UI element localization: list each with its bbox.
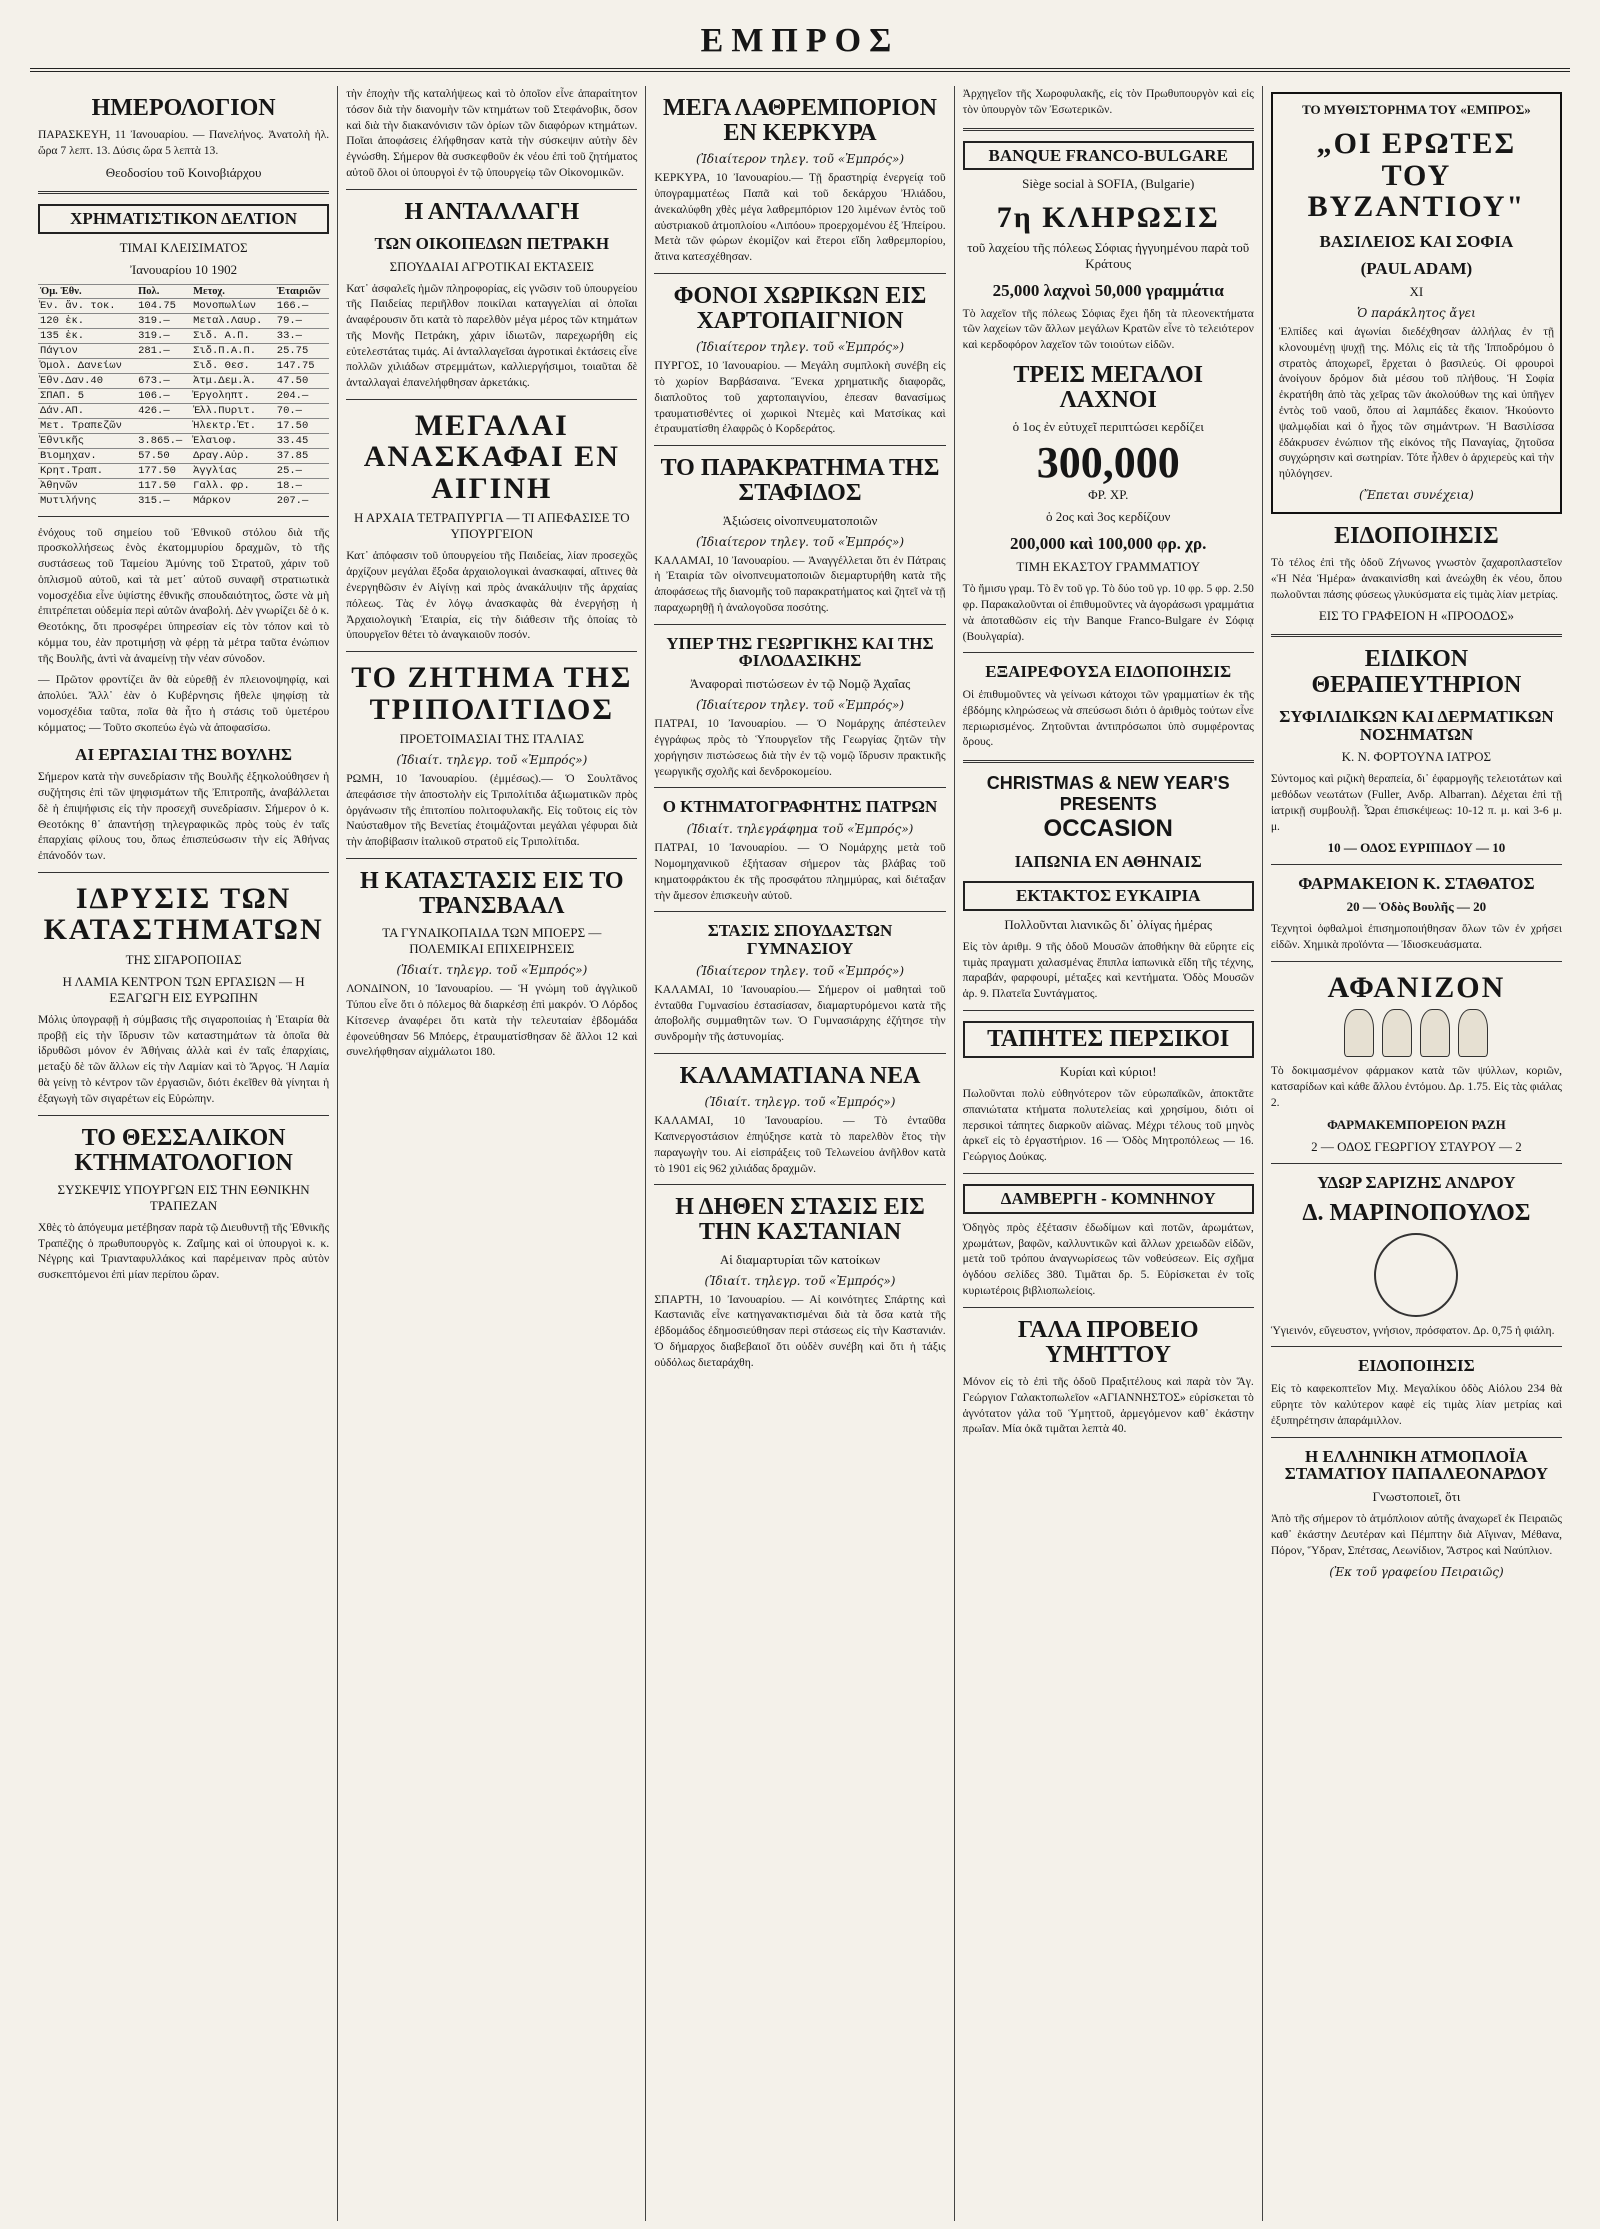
shipping-office: (Ἐκ τοῦ γραφείου Πειραιῶς) bbox=[1329, 1564, 1504, 1579]
draw-lots: 25,000 λαχνοὶ 50,000 γραμμάτια bbox=[992, 280, 1224, 300]
closing-prices-date: Ἰανουαρίου 10 1902 bbox=[130, 261, 238, 277]
water-name: Δ. ΜΑΡΙΝΟΠΟΥΛΟΣ bbox=[1302, 1200, 1531, 1227]
divider bbox=[654, 787, 945, 788]
table-cell: 37.85 bbox=[275, 448, 329, 463]
divider bbox=[963, 128, 1254, 131]
calendar-title: ΗΜΕΡΟΛΟΓΙΟΝ bbox=[91, 95, 276, 121]
excavation-subtitle: Η ΑΡΧΑΙΑ ΤΕΤΡΑΠΥΡΓΙΑ — ΤΙ ΑΠΕΦΑΣΙΣΕ ΤΟ ΥΠΟΥΡΓΕΙΟΝ bbox=[353, 510, 630, 542]
table-cell: 79.— bbox=[275, 313, 329, 328]
column-1 bbox=[30, 86, 338, 2221]
table-cell: Ἐν. ἄν. τοκ. bbox=[38, 298, 136, 313]
table-cell: Ἀθηνῶν bbox=[38, 478, 136, 493]
exchange-title: Η ΑΝΤΑΛΛΑΓΗ bbox=[404, 198, 580, 225]
prize-title: ΤΡΕΙΣ ΜΕΓΑΛΟΙ ΛΑΧΝΟΙ bbox=[1013, 362, 1204, 414]
bank-subtitle: Siège social à SOFIA, (Bulgarie) bbox=[1022, 176, 1195, 192]
article-text: ἐνόχους τοῦ σημείου τοῦ Ἐθνικοῦ στόλου διὰ τῆς προσκολλήσεως ἑνὸς ἐκατομμυρίου δραχμῶν, τὸ τῆς συστάσεως τοῦ Ταμείου Ἀμύνης τοῦ Στρατοῦ, χάριν τοῦ ὁπλισμοῦ αὐτοῦ, καὶ τὰ μετ᾽ αὐτοῦ συναφῆ στρατιωτικὰ νομοσχέδια εἶνε ὑψίστης ἐθνικῆς σπουδαιότητος, ὥστε νὰ μὴ ἐπιτρέπεται οὐδεμία περὶ αὐτῶν ἀναβολή. Δὲν γνωρίζει δὲ ὁ κ. Θεοτόκης, ὅτι προσφέρει ὑπηρεσίαν εἰς τὸν τόπον καὶ τὸ κόμμα του, ἐὰν προτιμήσῃ νὰ φέρῃ τὰ μέτρα ταῦτα ἐνώπιον τῆς Βουλῆς, ἀντὶ νὰ ἀναμείνῃ τὴν νέαν σύνοδον. bbox=[38, 525, 330, 665]
table-row bbox=[38, 418, 329, 433]
table-cell: Ἠλεκτρ.Ἑτ. bbox=[191, 418, 275, 433]
masthead: ΕΜΠΡΟΣ bbox=[30, 14, 1570, 72]
table-cell: Σιδ. Θεσ. bbox=[191, 358, 275, 373]
founding-subtitle-2: Η ΛΑΜΙΑ ΚΕΝΤΡΟΝ ΤΩΝ ΕΡΓΑΣΙΩΝ — Η ΕΞΑΓΩΓΗ ΕΙΣ ΕΥΡΩΠΗΝ bbox=[62, 973, 305, 1005]
clinic-text: Σύντομος καὶ ριζικὴ θεραπεία, δι᾽ ἐφαρμογῆς τελειοτάτων καὶ μεθόδων νεωτάτων (Fuller, Ανδρ. Albarran). Δέχεται ἐπὶ τῇ ἰατρικῇ συμβουλῇ. Ὧραι ἐπισκέψεως: 10-12 π. μ. καὶ 3-6 μ. μ. bbox=[1270, 772, 1563, 833]
table-cell: 319.— bbox=[136, 313, 191, 328]
table-cell: 25.— bbox=[275, 463, 329, 478]
christmas-banner: CHRISTMAS & NEW YEAR'S PRESENTS bbox=[986, 773, 1230, 815]
transvaal-subtitle: ΤΑ ΓΥΝΑΙΚΟΠΑΙΔΑ ΤΩΝ ΜΠΟΕΡΣ — ΠΟΛΕΜΙΚΑΙ ΕΠΙΧΕΙΡΗΣΕΙΣ bbox=[382, 925, 602, 957]
surveyor-text: ΠΑΤΡΑΙ, 10 Ἰανουαρίου. — Ὁ Νομάρχης μετὰ τοῦ Νομομηχανικοῦ ἐξήτασαν σήμερον τὰς βλάβας τοῦ κηματοφράκτου ἐκ τῆς προσφάτου πλημμύρας, καὶ διέταξαν τὴν ἄμεσον ἐπισκευὴν αὐτοῦ. bbox=[654, 841, 946, 902]
prize-amount: 300,000 bbox=[1036, 438, 1180, 488]
surveyor-title: Ο ΚΤΗΜΑΤΟΓΡΑΦΗΤΗΣ ΠΑΤΡΩΝ bbox=[662, 797, 938, 817]
divider bbox=[1271, 1163, 1562, 1164]
table-cell: ΣΠΑΠ. 5 bbox=[38, 388, 136, 403]
damvergi-title: ΔΑΜΒΕΡΓΗ - ΚΟΜΝΗΝΟΥ bbox=[963, 1184, 1254, 1214]
table-cell: Μονοπωλίων bbox=[191, 298, 275, 313]
murders-title: ΦΟΝΟΙ ΧΩΡΙΚΩΝ ΕΙΣ ΧΑΡΤΟΠΑΙΓΝΙΟΝ bbox=[673, 282, 927, 335]
serial-box bbox=[1271, 92, 1562, 514]
ticket-price-title: ΤΙΜΗ ΕΚΑΣΤΟΥ ΓΡΑΜΜΑΤΙΟΥ bbox=[1016, 559, 1201, 575]
divider bbox=[654, 1053, 945, 1054]
table-cell: Σιδ.Π.Α.Π. bbox=[191, 343, 275, 358]
kalamata-text: ΚΑΛΑΜΑΙ, 10 Ἰανουαρίου. — Τὸ ἐνταῦθα Καπνεργοστάσιον ἐπηύξησε κατὰ τὸ παρελθὸν ἔτος τὴν παραγωγὴν του. Αἱ εἰσπράξεις τοῦ Τελωνείου ἀνῆλθον κατὰ τὸ 1901 εἰς 962 χιλιάδας δραχμῶν. bbox=[654, 1114, 946, 1175]
table-cell: 3.865.— bbox=[136, 433, 191, 448]
carpets-text: Πωλοῦνται πολὺ εὐθηνότερον τῶν εὐρωπαϊκῶν, ἀποκτᾶτε σπανιώτατα κτήματα πολυτελείας καὶ χρησίμου, διότι οἱ περσικοὶ τάπητες διαρκοῦν αἰῶνας. Μέχρι τέλους τοῦ μηνὸς ἀρκεῖ εἰς τὸ ἐργαστήριον. 16 — Ὁδὸς Μητροπόλεως — 16. Γεώργιος Δούκας. bbox=[962, 1087, 1254, 1164]
water-title: ΥΔΩΡ ΣΑΡΙΖΗΣ ΑΝΔΡΟΥ bbox=[1317, 1172, 1516, 1192]
divider bbox=[346, 189, 637, 190]
announcement-text: Οἱ ἐπιθυμοῦντες νὰ γείνωσι κάτοχοι τῶν γραμματίων ἐκ τῆς ἐβδόμης κληρώσεως νὰ σπεύσωσι διότι ὁ ἀριθμὸς τούτων εἶνε περιωρισμένος. Ζητοῦνται ἀντιπρόσωποι ὑπὸ συμφέροντας ὅρους. bbox=[962, 688, 1254, 749]
columns bbox=[30, 86, 1570, 2221]
serial-header: ΤΟ ΜΥΘΙΣΤΟΡΗΜΑ ΤΟΥ «ΕΜΠΡΟΣ» bbox=[1302, 102, 1531, 117]
pharmacy-text: Τεχνητοὶ ὀφθαλμοὶ ἐπισημοποιήθησαν ὅλων τῶν ἐν χρήσει εἰδῶν. Χημικὰ προϊόντα — Ἰδιοσκευάσματα. bbox=[1270, 922, 1563, 952]
table-cell: 106.— bbox=[136, 388, 191, 403]
founding-subtitle: ΤΗΣ ΣΙΓΑΡΟΠΟΙΙΑΣ bbox=[125, 951, 242, 967]
currant-text: ΚΑΛΑΜΑΙ, 10 Ἰανουαρίου. — Ἀναγγέλλεται ὅτι ἐν Πάτραις ἡ Ἐταιρία τῶν οἰνοπνευματοποιῶν διεμαρτυρήθη κατὰ τῆς ἀποφάσεως τῆς διανομῆς τοῦ παρακρατήματος καὶ ζητεῖ νὰ τῇ παραχωρηθῇ ἡ ἀναλογοῦσα ποσότης. bbox=[654, 553, 946, 614]
table-cell: 70.— bbox=[275, 403, 329, 418]
table-cell bbox=[136, 358, 191, 373]
divider bbox=[1271, 634, 1562, 637]
transvaal-text: ΛΟΝΔΙΝΟΝ, 10 Ἰανουαρίου. — Ἡ γνώμη τοῦ ἀγγλικοῦ Τύπου εἶνε ὅτι ὁ πόλεμος θὰ διαρκέσῃ ἐπὶ μακρόν. Ὁ Λόρδος Κίτσενερ ἀναφέρει ὅτι κατὰ τὴν τελευταίαν ἑβδομάδα ἐφονεύθησαν 56 Μπόερς, ἐτραυματίσθησαν δὲ ἄλλοι 12 καὶ συνελήφθησαν αἰχμάλωτοι 180. bbox=[346, 982, 638, 1059]
table-cell: 57.50 bbox=[136, 448, 191, 463]
notice-office: ΕΙΣ ΤΟ ΓΡΑΦΕΙΟΝ Η «ΠΡΟΟΔΟΣ» bbox=[1318, 608, 1515, 624]
quotes-header-cell: Ἑταιριῶν bbox=[275, 284, 329, 298]
serial-continued: (Ἔπεται συνέχεια) bbox=[1359, 487, 1474, 502]
table-cell: 281.— bbox=[136, 343, 191, 358]
figure-icon bbox=[1458, 1009, 1488, 1057]
occasion-banner: OCCASION bbox=[1043, 815, 1173, 843]
table-cell: 117.50 bbox=[136, 478, 191, 493]
table-cell: 204.— bbox=[275, 388, 329, 403]
murders-text: ΠΥΡΓΟΣ, 10 Ἰανουαρίου. — Μεγάλη συμπλοκὴ συνέβη εἰς τὸ χωρίον Βαρβάσαινα. Ἕνεκα χρηματικῆς διαφορᾶς, διαπλοῦτος τοῦ χαρτοπαιγνίου, ἐπεσαν θανασίμως τραυματισθέντες οἱ χωρικοὶ Ντεμὲς καὶ Ματσίκας καὶ ἐτραυματίσθη ἐλαφρῶς ὁ Κορδεράτος. bbox=[654, 359, 946, 436]
excavation-title: ΜΕΓΑΛΑΙ ΑΝΑΣΚΑΦΑΙ ΕΝ ΑΙΓΙΝΗ bbox=[363, 408, 620, 505]
divider bbox=[654, 624, 945, 625]
notice-text: Τὸ τέλος ἐπὶ τῆς ὁδοῦ Ζήνωνος γνωστὸν ζαχαροπλαστεῖον «Ἡ Νέα Ἡμέρα» ἀνακαινίσθη καὶ ἀνεώχθη ἐκ νέου, ὅπου πωλοῦνται πάσης φύσεως γλυκύσματα εἰς τιμὰς λίαν μετρίας. bbox=[1270, 556, 1563, 601]
table-row bbox=[38, 388, 329, 403]
quotes-header-row bbox=[38, 284, 329, 298]
divider bbox=[38, 1115, 329, 1116]
currant-source: (Ἰδιαίτερον τηλεγ. τοῦ «Ἐμπρός») bbox=[695, 534, 905, 549]
divider bbox=[963, 652, 1254, 653]
thessaly-subtitle: ΣΥΣΚΕΨΙΣ ΥΠΟΥΡΓΩΝ ΕΙΣ ΤΗΝ ΕΘΝΙΚΗΝ ΤΡΑΠΕΖΑΝ bbox=[57, 1181, 310, 1213]
exchange-subtitle-2: ΣΠΟΥΔΑΙΑΙ ΑΓΡΟΤΙΚΑΙ ΕΚΤΑΣΕΙΣ bbox=[389, 258, 594, 274]
table-cell: Ἐθνικῆς bbox=[38, 433, 136, 448]
pharmacy-address: 20 — Ὁδὸς Βουλῆς — 20 bbox=[1346, 899, 1487, 915]
table-cell: 25.75 bbox=[275, 343, 329, 358]
kalamata-source: (Ἰδιαίτ. τηλεγρ. τοῦ «Ἐμπρός») bbox=[704, 1095, 896, 1110]
quotes-header-cell: Ὀμ. Ἐθν. bbox=[38, 284, 136, 298]
divider bbox=[1271, 864, 1562, 865]
prize-unit: ΦΡ. ΧΡ. bbox=[1088, 487, 1129, 503]
clinic-subtitle: ΣΥΦΙΛΙΔΙΚΩΝ ΚΑΙ ΔΕΡΜΑΤΙΚΩΝ ΝΟΣΗΜΑΤΩΝ bbox=[1279, 706, 1554, 744]
table-row bbox=[38, 298, 329, 313]
prize-amount-2: 200,000 καὶ 100,000 φρ. χρ. bbox=[1010, 534, 1207, 554]
financial-bulletin-title: ΧΡΗΜΑΤΙΣΤΙΚΟΝ ΔΕΛΤΙΟΝ bbox=[38, 204, 329, 234]
table-row bbox=[38, 433, 329, 448]
column-4 bbox=[955, 86, 1263, 2221]
serial-title: „ΟΙ ΕΡΩΤΕΣ ΤΟΥ ΒΥΖΑΝΤΙΟΥ" bbox=[1307, 127, 1526, 223]
bank-name: BANQUE FRANCO-BULGARE bbox=[963, 141, 1254, 171]
ticket-price-text: Τὸ ἥμισυ γραμ. Τὸ ἓν τοῦ γρ. Τὸ δύο τοῦ γρ. 10 φρ. 5 φρ. 2.50 φρ. Παρακαλοῦνται οἱ ἐπιθυμοῦντες νὰ ἀγοράσωσι γραμμάτια νὰ ἀποταθῶσιν εἰς τὴν Banque Franco-Bulgare ἐν Σόφιᾳ (Βουλγαρία). bbox=[962, 582, 1254, 643]
divider bbox=[1271, 1437, 1562, 1438]
table-cell: Ἀγγλίας bbox=[191, 463, 275, 478]
table-cell: 147.75 bbox=[275, 358, 329, 373]
damvergi-text: Ὀδηγὸς πρὸς ἐξέτασιν ἐδωδίμων καὶ ποτῶν, ἀρωμάτων, χρωμάτων, βαφῶν, καλλυντικῶν καὶ ἄλλων χρειωδῶν εἰδῶν, μετὰ τοῦ τρόπου ἀναγνωρίσεως τῶν νοθεύσεων. Εἰς σχῆμα ὀγδόου σελίδες 380. Τιμᾶται δρ. 5. Εὑρίσκεται ἐν τοῖς κυριωτέροις βιβλιοπωλείοις. bbox=[962, 1220, 1254, 1297]
divider bbox=[346, 399, 637, 400]
students-text: ΚΑΛΑΜΑΙ, 10 Ἰανουαρίου.— Σήμερον οἱ μαθηταὶ τοῦ ἐνταῦθα Γυμνασίου ἐστασίασαν, διαμαρτυρόμενοι κατὰ τῆς ἀποβολῆς συμμαθητῶν των. Ὁ Γυμνασιάρχης ἐζήτησε τὴν συνδρομὴν τῆς ἀστυνομίας. bbox=[654, 982, 946, 1044]
table-cell: 17.50 bbox=[275, 418, 329, 433]
draw-title: 7η ΚΛΗΡΩΣΙΣ bbox=[996, 201, 1220, 235]
divider bbox=[1271, 961, 1562, 962]
divider bbox=[38, 191, 329, 194]
milk-title: ΓΑΛΑ ΠΡΟΒΕΙΟ ΥΜΗΤΤΟΥ bbox=[1017, 1316, 1199, 1368]
calendar-saint: Θεοδοσίου τοῦ Κοινοβιάρχου bbox=[105, 164, 262, 180]
murders-source: (Ἰδιαίτερον τηλεγ. τοῦ «Ἐμπρός») bbox=[695, 340, 905, 355]
kalamata-title: ΚΑΛΑΜΑΤΙΑΝΑ ΝΕΑ bbox=[679, 1063, 921, 1090]
founding-text: Μόλις ὑπογραφῇ ἡ σύμβασις τῆς σιγαροποιίας ἡ Ἑταιρία θὰ προβῇ εἰς τὴν ἵδρυσιν τῶν καταστημάτων τὰ ὁποῖα θὰ ἱδρυθῶσι μόνον ἐν Ἀθήναις ἀλλὰ καὶ ἐν ταῖς ἐπαρχίαις, μεταξὺ δὲ τῶν ἄλλων εἰς τὴν Λαμίαν καὶ τὸ Ἄργος. Ἡ Λαμία θὰ γείνῃ τὸ κέντρον τῶν ἐργασιῶν, διότι ἐκεῖθεν θὰ γίνηται ἡ ἐξαγωγὴ τῶν σιγαρέτων εἰς Εὐρώπην. bbox=[38, 1012, 330, 1105]
draw-subtitle: τοῦ λαχείου τῆς πόλεως Σόφιας ἠγγυημένου παρὰ τοῦ Κράτους bbox=[967, 239, 1250, 271]
table-row bbox=[38, 328, 329, 343]
thessaly-title: ΤΟ ΘΕΣΣΑΛΙΚΟΝ ΚΤΗΜΑΤΟΛΟΓΙΟΝ bbox=[74, 1124, 293, 1176]
milk-text: Μόνον εἰς τὸ ἐπὶ τῆς ὁδοῦ Πραξιτέλους καὶ παρὰ τὸν Ἅγ. Γεώργιον Γαλακτοπωλεῖον «ΑΓΙΑΝΝΗΣΤΟΣ» εὑρίσκεται τὸ ἀγνότατον γάλα τοῦ Ὑμηττοῦ, ἀρμεγόμενον καθ᾽ ἑκάστην πρωΐαν. Μία ὀκᾶ τιμᾶται λεπτὰ 40. bbox=[962, 1375, 1254, 1436]
table-cell: 315.— bbox=[136, 493, 191, 508]
exchange-text: Κατ᾽ ἀσφαλεῖς ἡμῶν πληροφορίας, εἰς γνῶσιν τοῦ ὑπουργείου τῆς Παιδείας περιῆλθον ποικίλαι καταγγελίαι αἱ ὁποῖαι ἀναφέρουσιν ὅτι κατὰ τὸ παρελθὸν μέγα μέρος τῶν κτημάτων τῆς Μονῆς Πετράκη, χάριν ἰδιωτῶν, παρεχωρήθη εἰς εὐτελεστάτας τιμάς. Αἱ ἀνταλλαγεῖσαι ἀγροτικαὶ ἐκτάσεις εἶνε πολλῶν χιλιάδων στρεμμάτων, καλλιεργήσιμοι, τοιαῦται δὲ ἀνταλλαγαὶ ἐπανελήφθησαν ἀρκετάκις. bbox=[346, 281, 638, 390]
shipping-subtitle: Γνωστοποιεῖ, ὅτι bbox=[1372, 1489, 1461, 1505]
agriculture-text: ΠΑΤΡΑΙ, 10 Ἰανουαρίου. — Ὁ Νομάρχης ἀπέστειλεν ἐγγράφως πρὸς τὸ Ὑπουργεῖον τῆς Γεωργίας ζητῶν τὴν χορήγησιν πιστώσεως διὰ τὴν ἐν τῷ νομῷ ἵδρυσιν πρακτικῆς γεωργικῆς σχολῆς καὶ δενδροκομείου. bbox=[654, 717, 946, 778]
table-row bbox=[38, 493, 329, 508]
founding-title: ΙΔΡΥΣΙΣ ΤΩΝ ΚΑΤΑΣΤΗΜΑΤΩΝ bbox=[43, 881, 324, 947]
shipping-title: Η ΕΛΛΗΝΙΚΗ ΑΤΜΟΠΛΟΪΑ ΣΤΑΜΑΤΙΟΥ ΠΑΠΑΛΕΟΝΑΡΔΟΥ bbox=[1284, 1446, 1549, 1484]
tripoli-source: (Ἰδιαίτ. τηλεγρ. τοῦ «Ἐμπρός») bbox=[396, 753, 588, 768]
article-text: τὴν ἐποχὴν τῆς καταλήψεως καὶ τὸ ὁποῖον εἶνε ἀπαραίτητον τόσον διὰ τὴν διανομὴν τῶν κτημάτων τοῦ Στεφάνοβικ, ὅσον καὶ διὰ τὴν διακανόνισιν τῶν ὁρίων τῶν διαφόρων κτημάτων. Ποῖαι ἀποφάσεις ἐλήφθησαν κατὰ τὴν σύσκεψιν αὐτὴν δὲν ἐγνώσθη. Σήμερον θὰ συσκεφθοῦν ἐκ νέου ἐπὶ τοῦ ζητήματος αὐτοῦ ὅλοι οἱ ὑπουργοὶ ἐν τῷ ὑπουργείῳ τῶν Οἰκονομικῶν. bbox=[346, 87, 638, 179]
table-cell: Δραγ.Αὐρ. bbox=[191, 448, 275, 463]
kastania-source: (Ἰδιαίτ. τηλεγρ. τοῦ «Ἐμπρός») bbox=[704, 1273, 896, 1288]
exchange-subtitle: ΤΩΝ ΟΙΚΟΠΕΔΩΝ ΠΕΤΡΑΚΗ bbox=[374, 233, 610, 253]
clinic-title: ΕΙΔΙΚΟΝ ΘΕΡΑΠΕΥΤΗΡΙΟΝ bbox=[1311, 646, 1522, 698]
afanizon-pharmacy: ΦΑΡΜΑΚΕΜΠΟΡΕΙΟΝ ΡΑΖΗ bbox=[1327, 1116, 1506, 1132]
water-text: Ὑγιεινόν, εὔγευστον, γνήσιον, πρόσφατον. Δρ. 0,75 ἡ φιάλη. bbox=[1270, 1323, 1555, 1337]
prize-subtitle: ὁ 1ος ἐν εὐτυχεῖ περιπτώσει κερδίζει bbox=[1012, 419, 1204, 435]
divider bbox=[963, 1173, 1254, 1174]
table-cell: Ἀτμ.Δεμ.Ἀ. bbox=[191, 373, 275, 388]
table-cell: 207.— bbox=[275, 493, 329, 508]
table-cell: Δάν.ΑΠ. bbox=[38, 403, 136, 418]
table-cell: Μετ. Τραπεζῶν bbox=[38, 418, 136, 433]
students-source: (Ἰδιαίτερον τηλεγ. τοῦ «Ἐμπρός») bbox=[695, 963, 905, 978]
table-cell: Σιδ. Α.Π. bbox=[191, 328, 275, 343]
figure-icon bbox=[1420, 1009, 1450, 1057]
table-cell: Βιομηχαν. bbox=[38, 448, 136, 463]
excavation-text: Κατ᾽ ἀπόφασιν τοῦ ὑπουργείου τῆς Παιδείας, λίαν προσεχῶς ἀρχίζουν μεγάλαι ἔξοδα ἀρχαιολογικαὶ ἀνασκαφαί, αἵτινες θὰ ἐνεργηθῶσιν ἐν Αἰγίνῃ καὶ πρὸς ἀνακάλυψιν τῆς ἀρχαίας πόλεως. Τὰς ἐν λόγῳ ἀνασκαφὰς θὰ ἐνεργήσῃ ἡ Ἀρχαιολογικὴ Ἑταιρία, εἰς τὴν διάθεσιν τῆς ὁποίας τὸ ὑπουργεῖον θέτει τὸ ἀναγκαιοῦν ποσόν. bbox=[346, 549, 638, 642]
serial-subtitle: ΒΑΣΙΛΕΙΟΣ ΚΑΙ ΣΟΦΙΑ bbox=[1319, 231, 1514, 251]
opportunity-subtitle: Πολλοῦνται λιανικῶς δι᾽ ὀλίγας ἡμέρας bbox=[1004, 916, 1212, 932]
smuggling-title: ΜΕΓΑ ΛΑΘΡΕΜΠΟΡΙΟΝ ΕΝ ΚΕΡΚΥΡΑ bbox=[663, 95, 937, 147]
assembly-title: ΑΙ ΕΡΓΑΣΙΑΙ ΤΗΣ ΒΟΥΛΗΣ bbox=[75, 744, 293, 764]
prize-subtitle-2: ὁ 2ος καὶ 3ος κερδίζουν bbox=[1046, 509, 1171, 525]
calendar-text: ΠΑΡΑΣΚΕΥΗ, 11 Ἰανουαρίου. — Πανελήνος. Ἀνατολὴ ἡλ. ὥρα 7 λεπτ. 13. Δύσις ὥρα 5 λεπτὰ 13. bbox=[38, 128, 330, 157]
table-cell: Μυτιλήνης bbox=[38, 493, 136, 508]
table-cell: Κρητ.Τραπ. bbox=[38, 463, 136, 478]
table-cell: Ὁμολ. Δανείων bbox=[38, 358, 136, 373]
agriculture-subtitle: Ἀναφοραὶ πιστώσεων ἐν τῷ Νομῷ Ἀχαΐας bbox=[689, 676, 911, 692]
divider bbox=[654, 1184, 945, 1185]
table-cell: 135 ἑκ. bbox=[38, 328, 136, 343]
seal-icon bbox=[1374, 1233, 1458, 1317]
table-row bbox=[38, 358, 329, 373]
figure-icon bbox=[1382, 1009, 1412, 1057]
assembly-text: Σήμερον κατὰ τὴν συνεδρίασιν τῆς Βουλῆς ἐξηκολούθησεν ἡ συζήτησις ἐπὶ τῶν ψηφισμάτων τῆς Ἐπιτροπῆς, ἀναβάλλεται δὲ ἡ ἐπιψήφισις εἰς τὴν προσεχῆ συνεδρίασιν. Σήμερον ὁ κ. Θεοτόκης θ᾽ ἀπαντήσῃ τηλεγραφικῶς πρὸς τοὺς ἐν ταῖς ἐπαρχίαις φίλους του, ὅπως ἐπισπεύσωσιν τὴν εἰς Ἀθήνας ἐπάνοδόν των. bbox=[38, 770, 330, 863]
table-cell: 33.— bbox=[275, 328, 329, 343]
article-text: Ἀρχηγεῖον τῆς Χωροφυλακῆς, εἰς τὸν Πρωθυπουργὸν καὶ εἰς τὸν ὑπουργὸν τῶν Ἐσωτερικῶν. bbox=[962, 87, 1254, 116]
tripoli-text: ΡΩΜΗ, 10 Ἰανουαρίου. (ἐμμέσως).— Ὁ Σουλτᾶνος ἀπεφάσισε τὴν ἀποστολὴν εἰς Τριπολίτιδα ἀξιωματικῶν πρὸς ὀργάνωσιν τῆς ἐπιτοπίου πολιτοφυλακῆς. Εἰς τοῦτοις εἰς τὸν Ναύσταθμον τῆς Βενετίας ἐτοιμάζονται μεγάλαι γέφυραι διὰ τὴν ἀποβίβασιν ἰταλικοῦ στρατοῦ εἰς Τριπολίτιδα. bbox=[346, 772, 638, 849]
table-cell: 18.— bbox=[275, 478, 329, 493]
table-cell: 426.— bbox=[136, 403, 191, 418]
figures-illustration bbox=[1271, 1009, 1562, 1057]
carpets-subtitle: Κυρίαι καὶ κύριοι! bbox=[1059, 1064, 1157, 1080]
table-cell: 319.— bbox=[136, 328, 191, 343]
divider bbox=[346, 651, 637, 652]
table-cell: 33.45 bbox=[275, 433, 329, 448]
table-cell bbox=[136, 418, 191, 433]
clinic-doctor: Κ. Ν. ΦΟΡΤΟΥΝΑ ΙΑΤΡΟΣ bbox=[1341, 749, 1492, 765]
shipping-text: Ἀπὸ τῆς σήμερον τὸ ἀτμόπλοιον αὐτῆς ἀναχωρεῖ ἐκ Πειραιῶς καθ᾽ ἑκάστην Δευτέραν καὶ Πέμπτην διὰ Αἴγιναν, Μέθανα, Πόρον, Ὕδραν, Σπέτσας, Λεωνίδιον, Ἄστρος καὶ Ναύπλιον. bbox=[1270, 1512, 1563, 1557]
serial-chapter-title: Ὁ παράκλητος ἄγει bbox=[1357, 306, 1476, 321]
divider bbox=[346, 858, 637, 859]
table-row bbox=[38, 463, 329, 478]
table-row bbox=[38, 313, 329, 328]
transvaal-title: Η ΚΑΤΑΣΤΑΣΙΣ ΕΙΣ ΤΟ ΤΡΑΝΣΒΑΑΛ bbox=[359, 867, 624, 920]
divider bbox=[963, 760, 1254, 763]
divider bbox=[654, 273, 945, 274]
divider bbox=[654, 445, 945, 446]
smuggling-source: (Ἰδιαίτερον τηλεγ. τοῦ «Ἐμπρός») bbox=[695, 152, 905, 167]
table-cell: Ἐθν.Δαν.40 bbox=[38, 373, 136, 388]
table-cell: 47.50 bbox=[275, 373, 329, 388]
thessaly-text: Χθὲς τὸ ἀπόγευμα μετέβησαν παρὰ τῷ Διευθυντῇ τῆς Ἐθνικῆς Τραπέζης ὁ πρωθυπουργὸς κ. Ζαΐμης καὶ οἱ ὑπουργοὶ κ. κ. Νέγρης καὶ Τριανταφυλλάκος καὶ παρέμειναν πρὸς αὐτὸν συσκεπτόμενοι ἐπὶ μίαν περίπου ὥραν. bbox=[38, 1220, 330, 1282]
students-title: ΣΤΑΣΙΣ ΣΠΟΥΔΑΣΤΩΝ ΓΥΜΝΑΣΙΟΥ bbox=[707, 921, 893, 959]
quotes-body bbox=[38, 298, 329, 508]
notice-title: ΕΙΔΟΠΟΙΗΣΙΣ bbox=[1334, 522, 1499, 549]
announcement-title: ΕΞΑΙΡΕΦΟΥΣΑ ΕΙΔΟΠΟΙΗΣΙΣ bbox=[985, 662, 1232, 682]
serial-chapter: XI bbox=[1409, 284, 1424, 300]
currant-title: ΤΟ ΠΑΡΑΚΡΑΤΗΜΑ ΤΗΣ ΣΤΑΦΙΔΟΣ bbox=[660, 455, 940, 507]
clinic-address: 10 — ΟΔΟΣ ΕΥΡΙΠΙΔΟΥ — 10 bbox=[1327, 840, 1506, 856]
divider bbox=[654, 911, 945, 912]
divider bbox=[1271, 1346, 1562, 1347]
table-cell: 166.— bbox=[275, 298, 329, 313]
afanizon-address: 2 — ΟΔΟΣ ΓΕΩΡΓΙΟΥ ΣΤΑΥΡΟΥ — 2 bbox=[1311, 1138, 1522, 1154]
agriculture-title: ΥΠΕΡ ΤΗΣ ΓΕΩΡΓΙΚΗΣ ΚΑΙ ΤΗΣ ΦΙΛΟΔΑΣΙΚΗΣ bbox=[666, 633, 934, 671]
kastania-subtitle: Αἱ διαμαρτυρίαι τῶν κατοίκων bbox=[719, 1251, 881, 1267]
smuggling-text: ΚΕΡΚΥΡΑ, 10 Ἰανουαρίου.— Τῇ δραστηρίᾳ ἐνεργείᾳ τοῦ ὑπογραμματέως Παπᾶ καὶ τοῦ δεκάρχου Ἠλιάδου, ἀνεκαλύφθη χθὲς μέγα λαθρεμπόριον 120 λιμένων ἐντὸς τοῦ αὐστριακοῦ ἀτμοπλοίου «Λιπόου» προερχομένου ἐξ Ἠπείρου. Μετὰ τῶν φώρων ἐκομίζον καὶ ἕτεροι εἴδη λαθρεμπορίου, ἅτινα κατεσχέθησαν. bbox=[654, 171, 946, 264]
table-cell: Ἐργοληπτ. bbox=[191, 388, 275, 403]
table-row bbox=[38, 373, 329, 388]
closing-prices-title: ΤΙΜΑΙ ΚΛΕΙΣΙΜΑΤΟΣ bbox=[119, 239, 248, 255]
serial-text: Ἐλπίδες καὶ ἀγωνίαι διεδέχθησαν ἀλλήλας ἐν τῇ κλονουμένῃ ψυχῇ της. Μόλις εἰς τὰ τῆς Ἱπποδρόμου ὁ στρατὸς ἀποχωρεῖ, ἔρχεται ὁ βασιλεύς. Οἱ φρουροὶ ἀνοίγουν δρόμον διὰ μέσου τοῦ πλήθους. Ἡ Σοφία ἐκρατήθη ἀπὸ τὰς χεῖρας τῶν ἀκολούθων της καὶ ὑπῆγεν ἐντὸς τοῦ ναοῦ, ὅπου αἱ λαμπάδες ἔκαιον. Ἠκούοντο ψαλμῳδίαι καὶ ὁ ἦχος τῶν σημάντρων. Ἡ Βασιλίσσα ἐδάκρυσεν ἐνώπιον τῆς εἰκόνος τῆς Παναγίας, ζητοῦσα συγχώρησιν καὶ σωτηρίαν. Τότε ἦλθεν ὁ ἀρχιερεὺς καὶ τὴν ηὐλόγησεν. bbox=[1278, 325, 1555, 481]
table-cell: 177.50 bbox=[136, 463, 191, 478]
afanizon-text: Τὸ δοκιμασμένον φάρμακον κατὰ τῶν ψύλλων, κοριῶν, κατσαρίδων καὶ κάθε ἄλλου ἐντόμου. Δρ. 1.75. Εἰς τὰς φιάλας 2. bbox=[1270, 1064, 1563, 1109]
divider bbox=[963, 1307, 1254, 1308]
transvaal-source: (Ἰδιαίτ. τηλεγρ. τοῦ «Ἐμπρός») bbox=[396, 963, 588, 978]
column-2 bbox=[338, 86, 646, 2221]
table-row bbox=[38, 403, 329, 418]
table-cell: 120 ἑκ. bbox=[38, 313, 136, 328]
table-row bbox=[38, 478, 329, 493]
table-row bbox=[38, 448, 329, 463]
quotes-table bbox=[38, 284, 329, 508]
table-cell: Ἑλλ.Πυριτ. bbox=[191, 403, 275, 418]
tripoli-title: ΤΟ ΖΗΤΗΜΑ ΤΗΣ ΤΡΙΠΟΛΙΤΙΔΟΣ bbox=[351, 661, 633, 726]
table-cell: Πάγιον bbox=[38, 343, 136, 358]
table-cell: 673.— bbox=[136, 373, 191, 388]
quotes-header-cell: Πολ. bbox=[136, 284, 191, 298]
serial-author: (PAUL ADAM) bbox=[1360, 259, 1473, 279]
divider bbox=[963, 1010, 1254, 1011]
agriculture-source: (Ἰδιαίτερον τηλεγ. τοῦ «Ἐμπρός») bbox=[695, 698, 905, 713]
afanizon-title: ΑΦΑΝΙΖΟΝ bbox=[1327, 970, 1506, 1004]
surveyor-source: (Ἰδιαίτ. τηλεγράφημα τοῦ «Ἐμπρός») bbox=[686, 822, 914, 837]
table-cell: 104.75 bbox=[136, 298, 191, 313]
table-cell: Μεταλ.Λαυρ. bbox=[191, 313, 275, 328]
column-5 bbox=[1263, 86, 1570, 2221]
opportunity-text: Εἰς τὸν ἀριθμ. 9 τῆς ὁδοῦ Μουσῶν ἀποθήκην θὰ εὕρητε εἰς τιμὰς πραγματι χαλασμένας ἔπιπλα ἰαπωνικὰ εἴδη τῆς τέχνης, παραβάν, φαρφουρί, μέταξες καὶ κεντήματα. Ὁδὸς Μουσῶν ἀρ. 9. Πλατεῖα Συντάγματος. bbox=[962, 939, 1254, 1001]
tripoli-subtitle: ΠΡΟΕΤΟΙΜΑΣΙΑΙ ΤΗΣ ΙΤΑΛΙΑΣ bbox=[399, 731, 585, 747]
currant-subtitle: Ἀξιώσεις οἰνοπνευματοποιῶν bbox=[722, 512, 878, 528]
carpets-title: ΤΑΠΗΤΕΣ ΠΕΡΣΙΚΟΙ bbox=[963, 1021, 1254, 1058]
column-3 bbox=[646, 86, 954, 2221]
divider bbox=[38, 872, 329, 873]
article-text: — Πρῶτον φροντίζει ἂν θὰ εὑρεθῇ ἐν πλειονοψηφίᾳ, καὶ ἀπολύει. Ἄλλ᾽ ἐὰν ὁ Κυβέρνησις ἤθελε ψηφίσῃ τὰ νομοσχέδια ταῦτα, ποῖα θὰ ἦτο ἡ στάσις τοῦ ὑμετέρου κόμματος; — Τοῦτο σκοπεύω ἐγὼ νὰ ἀποφασίσω. bbox=[38, 673, 330, 734]
draw-text: Τὸ λαχεῖον τῆς πόλεως Σόφιας ἔχει ἤδη τὰ πλεονεκτήματα τῶν λαχείων τῶν ἄλλων μεγάλων Κρατῶν εἶνε τὸ τελειότερον καὶ κερδοφόρον λαχεῖον τῶν τοιούτων εἰδῶν. bbox=[962, 306, 1254, 352]
divider bbox=[38, 516, 329, 517]
pharmacy-title: ΦΑΡΜΑΚΕΙΟΝ Κ. ΣΤΑΘΑΤΟΣ bbox=[1298, 874, 1535, 894]
japan-title: ΙΑΠΩΝΙΑ ΕΝ ΑΘΗΝΑΙΣ bbox=[1014, 852, 1202, 872]
notice2-text: Εἰς τὸ καφεκοπτεῖον Μιχ. Μεγαλίκου ὁδὸς Αἰόλου 234 θὰ εὕρητε τὸν καλύτερον καφὲ εἰς τιμὰς λίαν μετρίας καὶ ἐξυπηρέτησιν ἀπαράμιλλον. bbox=[1270, 1382, 1563, 1427]
table-cell: Ἐλαιοφ. bbox=[191, 433, 275, 448]
table-cell: Μάρκον bbox=[191, 493, 275, 508]
table-cell: Γαλλ. φρ. bbox=[191, 478, 275, 493]
quotes-header-cell: Μετοχ. bbox=[191, 284, 275, 298]
figure-icon bbox=[1344, 1009, 1374, 1057]
table-row bbox=[38, 343, 329, 358]
kastania-title: Η ΔΗΘΕΝ ΣΤΑΣΙΣ ΕΙΣ ΤΗΝ ΚΑΣΤΑΝΙΑΝ bbox=[675, 1194, 925, 1246]
kastania-text: ΣΠΑΡΤΗ, 10 Ἰανουαρίου. — Αἱ κοινότητες Σπάρτης καὶ Καστανιᾶς εἶνε κατηγανακτισμέναι διὰ τὰ ὅσα κατὰ τῆς ἐβδομάδος ἐδημοσιεύθησαν περὶ στάσεως εἰς τὴν Καστανιάν. Ὁ δήμαρχος διαβεβαιοῖ ὅτι οὐδὲν συνέβη καὶ ὅτι ἡ τάξις οὐδόλως διεταράχθη. bbox=[654, 1292, 946, 1369]
opportunity-title: ΕΚΤΑΚΤΟΣ ΕΥΚΑΙΡΙΑ bbox=[963, 881, 1254, 911]
notice2-title: ΕΙΔΟΠΟΙΗΣΙΣ bbox=[1358, 1356, 1475, 1376]
